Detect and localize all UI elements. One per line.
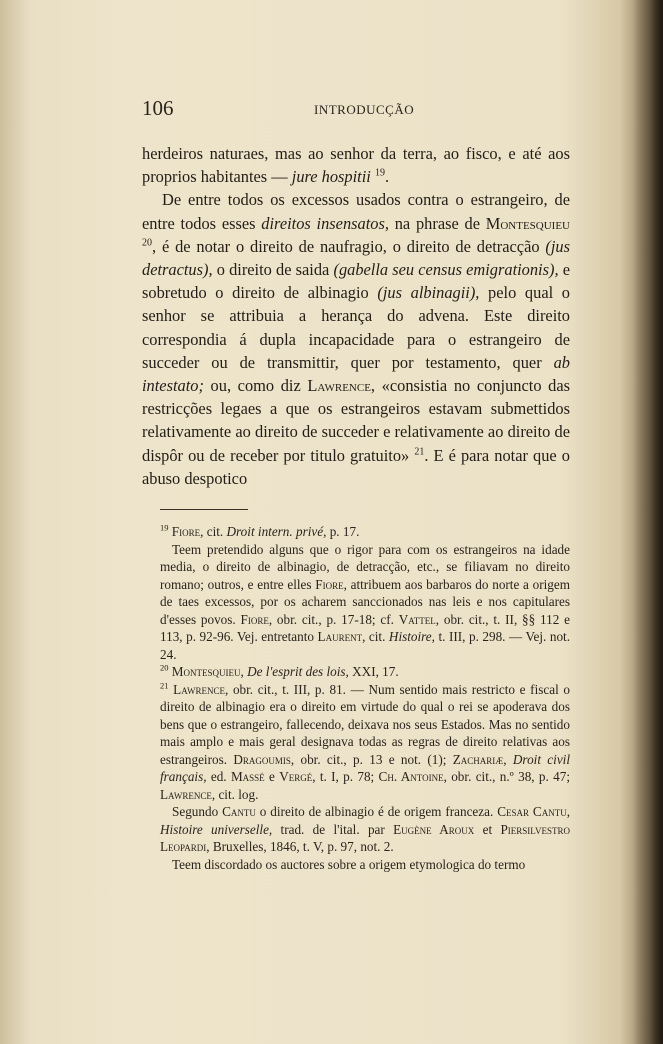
author-name: Fiore — [240, 611, 269, 627]
text: , é de notar o direito de naufragio, o direito de detracção — [152, 236, 546, 256]
footnote-rule — [160, 509, 248, 510]
text: , cit. log. — [211, 786, 259, 802]
footnote-number: 21 — [160, 680, 169, 691]
note-ref: 19 — [374, 167, 385, 179]
footnote-20 — [160, 663, 570, 681]
note-ref: 21 — [414, 446, 425, 458]
text: na phrase de — [388, 213, 486, 233]
text: trad. de l'ital. par — [272, 821, 394, 837]
text: et — [474, 821, 501, 837]
italic-title: Histoire universelle, — [160, 821, 273, 837]
text: o direito de albinagio é de origem franceza. — [255, 804, 498, 819]
italic-phrase: (jus albinagii), — [377, 283, 480, 303]
page-header — [142, 96, 570, 122]
text: e sobretudo o direito de albinagio — [142, 260, 570, 303]
author-name: Lawrence — [173, 681, 225, 697]
text: , — [240, 664, 248, 679]
author-name: Lawrence — [307, 376, 371, 396]
text: . E é para notar que o abuso despotico — [142, 445, 570, 488]
author-name: Massé — [230, 769, 265, 784]
body-text — [142, 142, 570, 490]
author-name: Fiore — [315, 576, 344, 592]
text: herdeiros naturaes, mas ao senhor da terra, ao fisco, e até aos proprios habitantes — — [142, 144, 570, 187]
text: Segundo — [172, 804, 223, 819]
footnote-21 — [160, 681, 570, 804]
author-name: Ch. Antoine — [378, 769, 444, 784]
text: , attribuem aos barbaros do norte a origem de taes excessos, por os acharem sanccionados nas leis e nos capitulares d'esses povos. — [160, 576, 570, 627]
text: ed. — [206, 769, 231, 784]
italic-phrase: (gabella seu census emigrationis), — [333, 260, 559, 280]
text: Teem pretendido alguns que o rigor para com os estrangeiros na idade media, o direito de albinagio, de detracção, etc., se filiavam no direito romano; outros, e entre elles — [160, 541, 570, 592]
text: , obr. cit., p. 13 e not. (1); — [290, 751, 453, 767]
text: De entre todos os excessos usados contra o estrangeiro, de entre todos esses — [142, 190, 570, 233]
footnote-19 — [160, 523, 570, 541]
footnote-21-continued — [160, 803, 570, 856]
text: , — [503, 751, 513, 767]
author-name: Dragoumis — [233, 751, 291, 767]
paragraph-1 — [142, 142, 570, 188]
text: , Bruxelles, 1846, t. V, p. 97, not. 2. — [206, 839, 394, 854]
paragraph-2 — [142, 188, 570, 490]
author-name: Vergé — [279, 769, 313, 784]
author-name: Montesquieu — [171, 664, 241, 679]
text: o direito de saida — [212, 260, 334, 280]
author-name: Cantu — [222, 804, 256, 819]
italic-title: Droit civil français, — [160, 751, 571, 784]
italic-phrase: (jus detractus), — [142, 236, 570, 280]
text: e — [264, 769, 280, 784]
text: ou, como diz — [203, 376, 308, 396]
italic-title: Histoire, — [388, 629, 435, 644]
author-name: Fiore — [171, 524, 201, 539]
author-name: Eugène Aroux — [393, 821, 475, 837]
running-head: INTRODUCÇÃO — [314, 102, 415, 117]
text: . — [384, 167, 390, 187]
text: , «consistia no conjuncto das restricções legaes a que os estrangeiros estavam submettidos relativamente ao direito de succeder e relativamente ao direito de dispôr ou de receber por titulo gratuito» — [142, 376, 570, 465]
footnotes — [160, 523, 570, 873]
footnote-number: 20 — [160, 662, 169, 673]
italic-phrase: ab intestato; — [142, 352, 570, 396]
text: , cit. — [200, 524, 227, 539]
footnote-19-continued — [160, 541, 570, 664]
text: pelo qual o senhor se attribuia a herança do advena. Este direito correspondia á dupla incapacidade para o estrangeiro de succeder ou de transmittir, quer por testamento, quer — [142, 283, 571, 372]
text: , obr. cit., n.º 38, p. 47; — [443, 769, 570, 784]
text: , t. I, p. 78; — [312, 769, 379, 784]
footnote-number: 19 — [160, 522, 169, 533]
author-name: Vattel — [398, 611, 436, 627]
text: , obr. cit., p. 17-18; cf. — [268, 611, 399, 627]
author-name: Montesquieu — [485, 213, 570, 233]
author-name: Zachariæ — [452, 751, 504, 767]
italic-title: Droit intern. privé, — [226, 524, 327, 539]
text: XXI, 17. — [348, 664, 399, 679]
text: , obr. cit., t. III, p. 81. — Num sentido mais restricto e fiscal o direito de albinagio era o direito em virtude do qual o rei se apoderava dos bens que o estrangeiro, fallecendo, deixava nos seus Estados. Mas no sentido mais amplo e mais geral designava todas as regras de direito relativas aos estrangeiros. — [160, 681, 570, 767]
italic-phrase: jure hospitii — [291, 167, 371, 187]
author-name: Lawrence — [160, 786, 212, 802]
author-name: Cesar Cantu — [497, 804, 567, 819]
text: , cit. — [362, 629, 389, 644]
text: , obr. cit., t. II, §§ 112 e 113, p. 92-96. Vej. entretanto — [160, 611, 570, 644]
text: , — [566, 804, 571, 819]
text: t. III, p. 298. — Vej. not. 24. — [160, 629, 571, 662]
author-name: Laurent — [317, 629, 363, 644]
italic-phrase: direitos insensatos, — [261, 213, 389, 233]
author-name: Piersilvestro Leopardi — [160, 821, 570, 854]
italic-title: De l'esprit des lois, — [247, 664, 349, 679]
text: Teem discordado os auctores sobre a origem etymologica do termo — [172, 856, 526, 872]
note-ref: 20 — [142, 237, 152, 249]
binding-shadow — [633, 0, 663, 1044]
footnote-21-final — [160, 856, 570, 874]
text: p. 17. — [326, 524, 360, 539]
page-number: 106 — [142, 96, 174, 120]
